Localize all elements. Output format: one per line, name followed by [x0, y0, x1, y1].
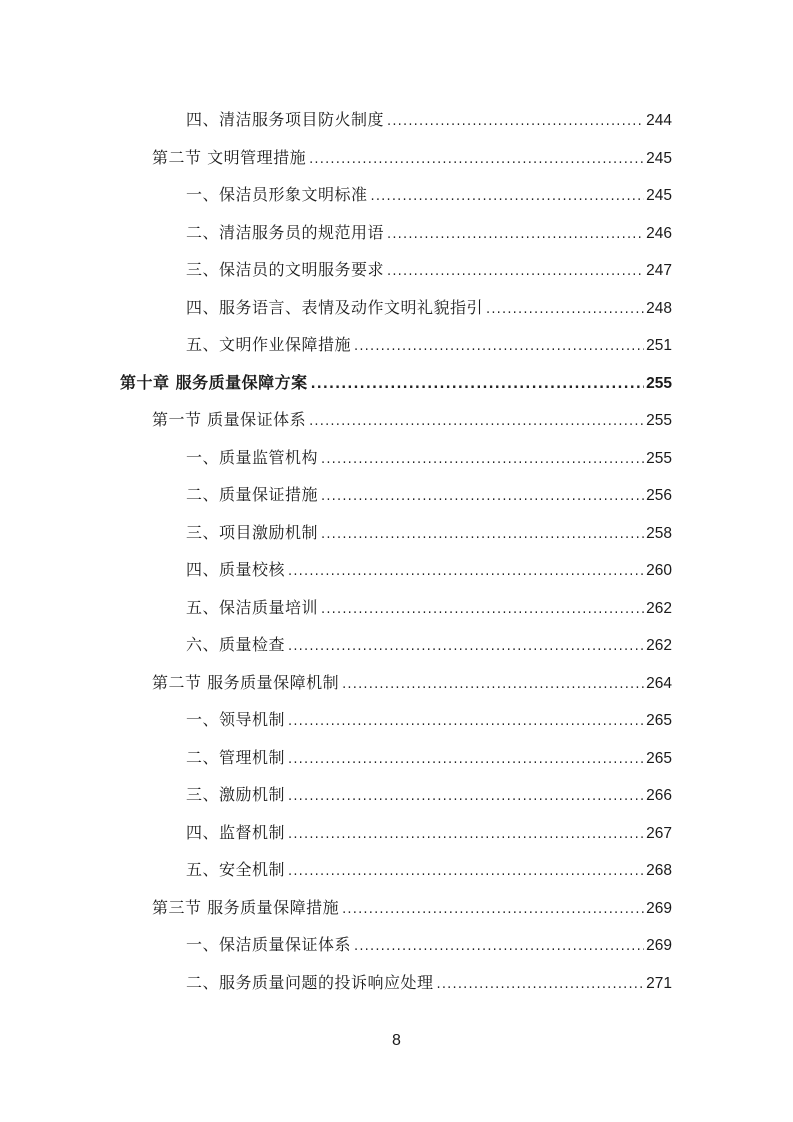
toc-entry-title: 三、保洁员的文明服务要求	[186, 260, 385, 279]
toc-entry-title: 二、服务质量问题的投诉响应处理	[186, 972, 434, 992]
toc-entry-page: 245	[646, 149, 672, 167]
toc-entry-page: 256	[646, 487, 672, 504]
toc-entry-page: 266	[646, 787, 672, 804]
toc-entry-page: 251	[646, 337, 672, 354]
toc-entry-title: 第一节 质量保证体系	[152, 410, 307, 429]
toc-entry-page: 244	[646, 112, 672, 129]
toc-dot-leader	[288, 821, 644, 849]
toc-entry[interactable]	[186, 106, 672, 134]
toc-dot-leader	[288, 858, 644, 886]
toc-entry-title: 五、保洁质量培训	[186, 597, 319, 617]
toc-dot-leader	[354, 933, 644, 961]
toc-entry-title: 五、文明作业保障措施	[186, 335, 352, 354]
toc-entry[interactable]	[186, 256, 672, 284]
toc-entry[interactable]	[186, 219, 672, 247]
toc-dot-leader	[342, 671, 644, 699]
toc-dot-leader	[309, 408, 644, 436]
toc-entry-title: 二、清洁服务员的规范用语	[186, 222, 385, 242]
toc-entry-page: 269	[646, 937, 672, 954]
toc-entry[interactable]	[186, 519, 672, 547]
toc-entry-page: 268	[646, 862, 672, 879]
toc-dot-leader	[288, 558, 644, 586]
toc-dot-leader	[288, 708, 644, 736]
toc-entry-page: 264	[646, 674, 672, 692]
toc-entry[interactable]	[186, 969, 672, 997]
toc-entry-title: 二、质量保证措施	[186, 485, 319, 504]
toc-entry[interactable]	[152, 144, 672, 172]
toc-entry-page: 245	[646, 187, 672, 204]
toc-entry-page: 258	[646, 524, 672, 542]
toc-dot-leader	[342, 896, 644, 924]
toc-entry-title: 一、质量监管机构	[186, 447, 319, 467]
toc-dot-leader	[387, 221, 644, 249]
toc-entry-page: 262	[646, 637, 672, 654]
toc-entry-title: 四、监督机制	[186, 822, 286, 842]
toc-entry[interactable]	[186, 819, 672, 847]
toc-entry-page: 262	[646, 599, 672, 617]
toc-entry-page: 265	[646, 712, 672, 729]
toc-dot-leader	[321, 596, 644, 624]
toc-entry-title: 六、质量检查	[186, 635, 286, 654]
toc-entry-page: 267	[646, 824, 672, 842]
toc-entry[interactable]	[186, 481, 672, 509]
toc-dot-leader	[288, 783, 644, 811]
toc-entry[interactable]	[186, 294, 672, 322]
toc-dot-leader	[321, 446, 644, 474]
toc-entry-title: 四、服务语言、表情及动作文明礼貌指引	[186, 297, 484, 317]
toc-entry-page: 269	[646, 899, 672, 917]
toc-entry-title: 三、项目激励机制	[186, 522, 319, 542]
toc-dot-leader	[309, 146, 644, 174]
toc-chapter-title: 第十章 服务质量保障方案	[120, 372, 308, 392]
toc-entry[interactable]	[186, 744, 672, 772]
toc-entry[interactable]	[152, 669, 672, 697]
toc-entry[interactable]	[186, 631, 672, 659]
toc-entry[interactable]	[186, 181, 672, 209]
toc-dot-leader	[486, 296, 644, 324]
toc-entry-page: 255	[646, 412, 672, 429]
toc-dot-leader	[321, 521, 644, 549]
toc-dot-leader	[354, 333, 644, 361]
toc-entry-page: 271	[646, 974, 672, 992]
toc-entry-title: 一、保洁质量保证体系	[186, 935, 352, 954]
toc-entry-title: 一、保洁员形象文明标准	[186, 185, 368, 204]
toc-dot-leader	[311, 371, 645, 399]
toc-entry-page: 265	[646, 749, 672, 767]
toc-dot-leader	[371, 183, 645, 211]
toc-entry[interactable]	[186, 856, 672, 884]
toc-entry[interactable]	[186, 331, 672, 359]
toc-dot-leader	[321, 483, 644, 511]
toc-dot-leader	[437, 971, 645, 999]
toc-entry-page: 260	[646, 562, 672, 579]
toc-entry-page: 255	[646, 449, 672, 467]
toc-entry[interactable]	[186, 594, 672, 622]
toc-entry[interactable]	[186, 781, 672, 809]
page-number: 8	[392, 1032, 401, 1049]
toc-entry-title: 第二节 文明管理措施	[152, 147, 307, 167]
toc-entry-title: 四、质量校核	[186, 560, 286, 579]
toc-entry[interactable]	[186, 931, 672, 959]
toc-entry-title: 四、清洁服务项目防火制度	[186, 110, 385, 129]
toc-entry[interactable]	[186, 444, 672, 472]
toc-dot-leader	[387, 108, 644, 136]
toc-chapter-entry[interactable]	[120, 369, 672, 397]
toc-entry-page: 255	[646, 374, 672, 392]
toc-entry-title: 三、激励机制	[186, 785, 286, 804]
toc-entry-title: 一、领导机制	[186, 710, 286, 729]
toc-entry-title: 第二节 服务质量保障机制	[152, 672, 340, 692]
toc-dot-leader	[288, 633, 644, 661]
toc-entry-page: 248	[646, 299, 672, 317]
toc-dot-leader	[387, 258, 644, 286]
toc-entry-page: 246	[646, 224, 672, 242]
toc-entry-title: 第三节 服务质量保障措施	[152, 897, 340, 917]
toc-entry[interactable]	[152, 894, 672, 922]
toc-entry-title: 二、管理机制	[186, 747, 286, 767]
toc-entry-page: 247	[646, 262, 672, 279]
toc-entry[interactable]	[186, 706, 672, 734]
toc-dot-leader	[288, 746, 644, 774]
toc-entry[interactable]	[186, 556, 672, 584]
toc-entry-title: 五、安全机制	[186, 860, 286, 879]
toc-entry[interactable]	[152, 406, 672, 434]
